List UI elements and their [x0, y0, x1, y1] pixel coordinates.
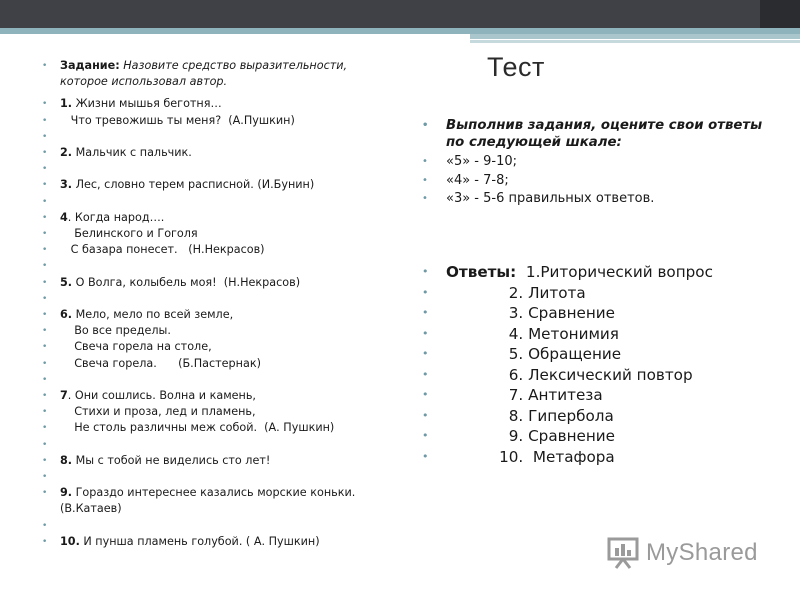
- empty-bullet: [42, 469, 372, 485]
- empty-bullet: [42, 372, 372, 388]
- answer-item: • 8. Гипербола: [422, 406, 782, 427]
- item-line: Стихи и проза, лед и пламень,: [60, 405, 256, 419]
- answers-list: [422, 262, 782, 467]
- list-item: [42, 307, 372, 323]
- task-text: Назовите средство выразительности, которое использовал автор.: [60, 59, 348, 89]
- answer-item: • 9. Сравнение: [422, 426, 782, 447]
- list-item: [42, 145, 372, 161]
- scale-row: • «4» - 7-8;: [422, 172, 782, 191]
- item-line: О Волга, колыбель моя! (Н.Некрасов): [72, 275, 301, 289]
- list-item: [42, 323, 372, 339]
- watermark-text: MyShared: [646, 539, 758, 566]
- item-line: . Когда народ….: [67, 210, 165, 224]
- item-line: С базара понесет. (Н.Некрасов): [60, 243, 265, 257]
- list-item: [42, 339, 372, 355]
- scale-row: • «3» - 5-6 правильных ответов.: [422, 190, 782, 209]
- item-number: 5.: [60, 275, 73, 289]
- answer-item: • 5. Обращение: [422, 344, 782, 365]
- empty-bullet: [42, 518, 372, 534]
- task-label: Задание:: [60, 59, 120, 72]
- empty-bullet: [42, 258, 372, 274]
- list-item: [42, 420, 372, 436]
- list-item: [42, 113, 372, 129]
- item-line: Мело, мело по всей земле,: [72, 308, 234, 322]
- task-list: [42, 58, 372, 550]
- list-item: [42, 404, 372, 420]
- empty-bullet: [42, 437, 372, 453]
- empty-bullet: [42, 291, 372, 307]
- item-number: 10.: [60, 534, 80, 548]
- item-number: 2.: [60, 146, 73, 160]
- grading-scale: [422, 118, 782, 209]
- list-item: [42, 485, 372, 517]
- item-line: Гораздо интереснее казались морские коньки. (В.Катаев): [60, 486, 356, 516]
- answer-item: 1.Риторический вопрос: [516, 263, 713, 281]
- empty-bullet: [42, 194, 372, 210]
- item-number: 4: [60, 210, 68, 224]
- item-line: Мы с тобой не виделись сто лет!: [72, 453, 271, 467]
- answer-item: • 2. Литота: [422, 283, 782, 304]
- list-item: [42, 534, 372, 550]
- item-number: 6.: [60, 308, 73, 322]
- item-number: 1.: [60, 97, 73, 111]
- scale-row: • «5» - 9-10;: [422, 153, 782, 172]
- answers-header: [422, 262, 782, 283]
- list-item: [42, 210, 372, 226]
- top-accent-bar-2: [470, 34, 800, 39]
- empty-bullet: [42, 161, 372, 177]
- list-item: [42, 96, 372, 112]
- answer-item: • 10. Метафора: [422, 447, 782, 468]
- item-line: Белинского и Гоголя: [60, 227, 198, 241]
- list-item: [42, 226, 372, 242]
- answers-label: Ответы:: [446, 263, 517, 281]
- item-line: Свеча горела. (Б.Пастернак): [60, 356, 261, 370]
- answer-item: • 4. Метонимия: [422, 324, 782, 345]
- list-item: [42, 177, 372, 193]
- answer-item: • 3. Сравнение: [422, 303, 782, 324]
- top-dark-bar-end: [760, 0, 800, 28]
- top-dark-bar: [0, 0, 800, 28]
- answer-item: • 6. Лексический повтор: [422, 365, 782, 386]
- item-line: . Они сошлись. Волна и камень,: [67, 389, 256, 403]
- item-number: 7: [60, 389, 68, 403]
- item-number: 9.: [60, 486, 73, 500]
- list-item: [42, 275, 372, 291]
- item-line: Что тревожишь ты меня? (А.Пушкин): [60, 113, 295, 127]
- item-line: Не столь различны меж собой. (А. Пушкин): [60, 421, 335, 435]
- item-line: Свеча горела на столе,: [60, 340, 212, 354]
- list-item: [42, 388, 372, 404]
- answer-item: • 7. Антитеза: [422, 385, 782, 406]
- list-item: [42, 453, 372, 469]
- empty-bullet: [42, 129, 372, 145]
- list-item: [42, 242, 372, 258]
- item-number: 8.: [60, 453, 73, 467]
- item-line: Лес, словно терем расписной. (И.Бунин): [72, 178, 315, 192]
- item-line: И пунша пламень голубой. ( А. Пушкин): [79, 534, 320, 548]
- item-line: Мальчик с пальчик.: [72, 146, 192, 160]
- slide-title: Тест: [487, 52, 545, 82]
- scale-intro: • Выполнив задания, оцените свои ответы по следующей шкале:: [422, 118, 782, 151]
- item-line: Во все пределы.: [60, 324, 171, 338]
- top-accent-bar-3: [470, 40, 800, 43]
- item-number: 3.: [60, 178, 73, 192]
- presentation-icon: [606, 536, 642, 570]
- watermark-logo: [606, 536, 766, 572]
- item-line: Жизни мышья беготня…: [72, 97, 222, 111]
- list-item: [42, 356, 372, 372]
- task-instruction: [42, 58, 372, 90]
